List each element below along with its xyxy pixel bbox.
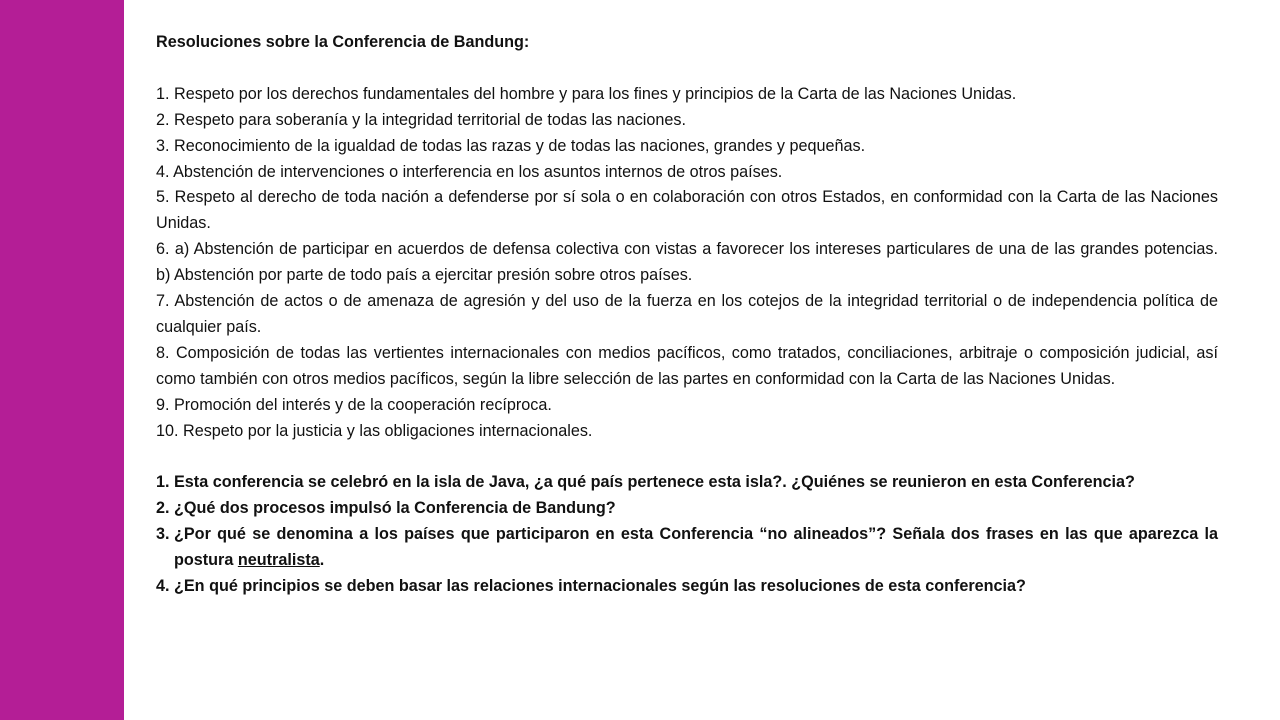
document-title: Resoluciones sobre la Conferencia de Bandung: — [156, 33, 530, 51]
resolution-item: 6. a) Abstención de participar en acuerdos de defensa colectiva con vistas a favorecer los intereses particulares de una de las grandes potencias. b) Abstención por parte de todo país a ejercitar presión sobre otros países. — [156, 240, 1218, 285]
resolution-item: 2. Respeto para soberanía y la integridad territorial de todas las naciones. — [156, 110, 687, 129]
resolution-item: 8. Composición de todas las vertientes internacionales con medios pacíficos, como tratados, conciliaciones, arbitraje o composición judicial, así como también con otros medios pacíficos, según la libre selección de las partes en conformidad con la Carta de las Naciones Unidas. — [156, 343, 1218, 388]
question-text: ¿Por qué se denomina a los países que participaron en esta Conferencia “no alineados”? Señala dos frases en las que aparezca la postura — [174, 525, 1218, 570]
resolution-item: 1. Respeto por los derechos fundamentales del hombre y para los fines y principios de la Carta de las Naciones Unidas. — [156, 84, 1017, 103]
questions-list — [156, 470, 1218, 600]
question-text: ¿Qué dos procesos impulsó la Conferencia de Bandung? — [174, 499, 616, 518]
document-body — [156, 30, 1218, 600]
question-item — [156, 496, 1218, 522]
resolution-item: 3. Reconocimiento de la igualdad de todas las razas y de todas las naciones, grandes y pequeñas. — [156, 136, 866, 155]
question-number: 2. — [156, 499, 170, 518]
resolutions-list — [156, 82, 1218, 445]
question-text-end: . — [319, 551, 325, 570]
question-item — [156, 470, 1218, 496]
question-item — [156, 522, 1218, 574]
resolution-item: 9. Promoción del interés y de la cooperación recíproca. — [156, 395, 552, 414]
accent-sidebar-bar — [0, 0, 124, 720]
question-text: ¿En qué principios se deben basar las relaciones internacionales según las resoluciones de esta conferencia? — [174, 577, 1026, 595]
question-number: 4. — [156, 577, 170, 595]
spacer — [156, 56, 1218, 82]
resolution-item: 10. Respeto por la justicia y las obligaciones internacionales. — [156, 421, 593, 440]
resolution-item: 4. Abstención de intervenciones o interferencia en los asuntos internos de otros países. — [156, 162, 783, 181]
question-item — [156, 574, 1218, 600]
spacer — [156, 444, 1218, 470]
resolution-item: 7. Abstención de actos o de amenaza de agresión y del uso de la fuerza en los cotejos de la integridad territorial o de independencia política de cualquier país. — [156, 292, 1218, 336]
question-text: Esta conferencia se celebró en la isla de Java, ¿a qué país pertenece esta isla?. ¿Quiénes se reunieron en esta Conferencia? — [174, 473, 1135, 492]
question-number: 1. — [156, 473, 170, 492]
question-number: 3. — [156, 525, 170, 544]
underlined-term: neutralista — [237, 551, 320, 570]
resolution-item: 5. Respeto al derecho de toda nación a defenderse por sí sola o en colaboración con otros Estados, en conformidad con la Carta de las Naciones Unidas. — [156, 188, 1218, 233]
